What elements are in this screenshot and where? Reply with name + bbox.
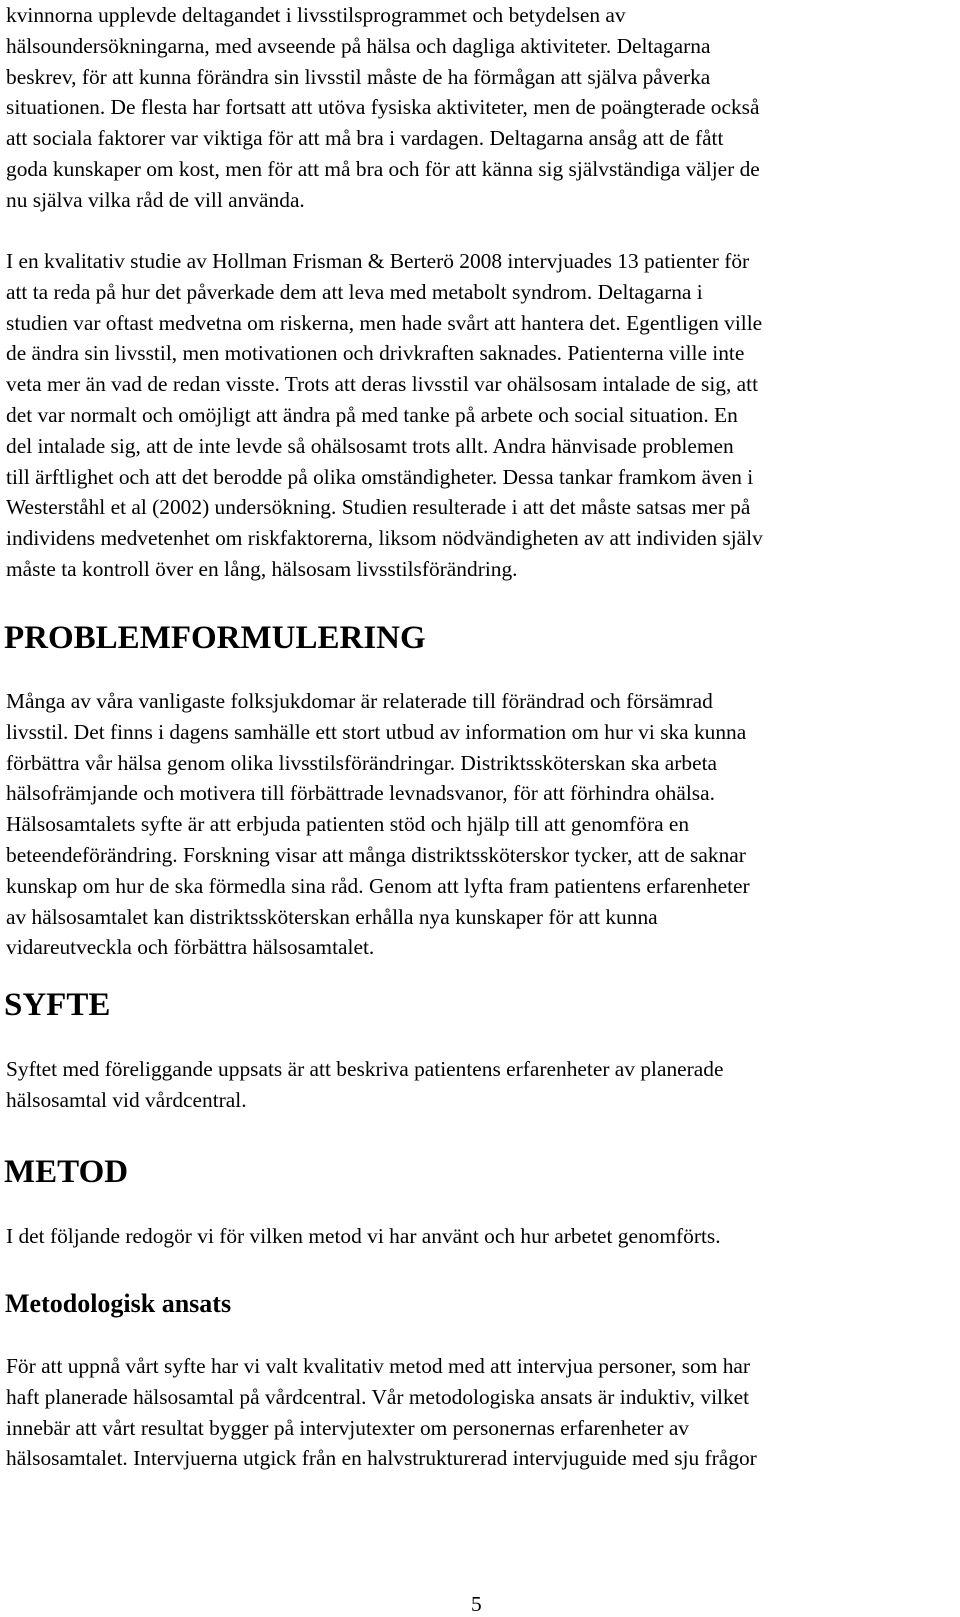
study-paragraph [6,246,956,585]
text-line: veta mer än vad de redan visste. Trots att deras livsstil var ohälsosam intalade de sig, att [6,372,759,397]
page-number: 5 [471,1592,482,1616]
text-line: hälsosamtalet. Intervjuerna utgick från en halvstrukturerad intervjuguide med sju frågor [6,1446,757,1471]
problemformulering-paragraph [6,686,956,963]
metodologisk-ansats-paragraph [6,1351,956,1474]
text-line: hälsofrämjande och motivera till förbättrade levnadsvanor, för att förhindra ohälsa. [6,781,715,806]
text-line: kunskap om hur de ska förmedla sina råd. Genom att lyfta fram patientens erfarenheter [6,873,750,898]
text-line: hälsoundersökningarna, med avseende på hälsa och dagliga aktiviteter. Deltagarna [6,33,711,58]
section-heading-syfte: SYFTE [4,987,111,1023]
text-line: att sociala faktorer var viktiga för att må bra i vardagen. Deltagarna ansåg att de fått [6,126,724,151]
text-line: innebär att vårt resultat bygger på intervjutexter om personernas erfarenheter av [6,1415,690,1440]
text-line: till ärftlighet och att det berodde på olika omständigheter. Dessa tankar framkom även i [6,464,754,489]
text-line: I en kvalitativ studie av Hollman Frisman & Berterö 2008 intervjuades 13 patienter för [6,249,750,273]
text-line: av hälsosamtalet kan distriktssköterskan erhålla nya kunskaper för att kunna [6,904,658,929]
text-line: goda kunskaper om kost, men för att må bra och för att känna sig självständiga väljer de [6,156,760,181]
section-heading-metod: METOD [4,1154,129,1190]
section-heading-problemformulering: PROBLEMFORMULERING [4,620,426,656]
text-line: studien var oftast medvetna om riskerna, men hade svårt att hantera det. Egentligen ville [6,310,763,335]
text-line: I det följande redogör vi för vilken metod vi har använt och hur arbetet genomförts. [6,1224,721,1248]
text-line: beskrev, för att kunna förändra sin livsstil måste de ha förmågan att själva påverka [6,64,711,89]
text-line: Westerståhl et al (2002) undersökning. Studien resulterade i att det måste satsas mer på [6,495,751,520]
text-line: beteendeförändring. Forskning visar att många distriktssköterskor tycker, att de saknar [6,842,746,867]
text-line: nu själva vilka råd de vill använda. [6,187,305,212]
text-line: Många av våra vanligaste folksjukdomar är relaterade till förändrad och försämrad [6,689,713,713]
syfte-paragraph [6,1054,956,1116]
text-line: Syftet med föreliggande uppsats är att beskriva patientens erfarenheter av planerade [6,1057,724,1081]
text-line: det var normalt och omöjligt att ändra på med tanke på arbete och social situation. En [6,402,738,427]
text-line: vidareutveckla och förbättra hälsosamtalet. [6,935,375,960]
intro-paragraph [6,0,956,216]
text-line: del intalade sig, att de inte levde så ohälsosamt trots allt. Andra hänvisade problemen [6,433,734,458]
text-line: haft planerade hälsosamtal på vårdcentral. Vår metodologiska ansats är induktiv, vilket [6,1384,750,1409]
text-line: För att uppnå vårt syfte har vi valt kvalitativ metod med att intervjua personer, som har [6,1354,751,1378]
text-line: livsstil. Det finns i dagens samhälle ett stort utbud av information om hur vi ska kunna [6,719,747,744]
text-line: de ändra sin livsstil, men motivationen och drivkraften saknades. Patienterna ville inte [6,341,745,366]
metod-paragraph [6,1221,956,1252]
text-line: situationen. De flesta har fortsatt att utöva fysiska aktiviteter, men de poängterade också [6,95,760,120]
text-line: kvinnorna upplevde deltagandet i livsstilsprogrammet och betydelsen av [6,3,626,27]
text-line: Hälsosamtalets syfte är att erbjuda patienten stöd och hjälp till att genomföra en [6,812,690,837]
text-line: måste ta kontroll över en lång, hälsosam livsstilsförändring. [6,556,518,581]
text-line: förbättra vår hälsa genom olika livsstilsförändringar. Distriktssköterskan ska arbeta [6,750,718,775]
subsection-heading-metodologisk-ansats: Metodologisk ansats [5,1289,232,1318]
text-line: att ta reda på hur det påverkade dem att leva med metabolt syndrom. Deltagarna i [6,279,703,304]
text-line: individens medvetenhet om riskfaktorerna, liksom nödvändigheten av att individen själv [6,526,763,551]
text-line: hälsosamtal vid vårdcentral. [6,1087,247,1112]
